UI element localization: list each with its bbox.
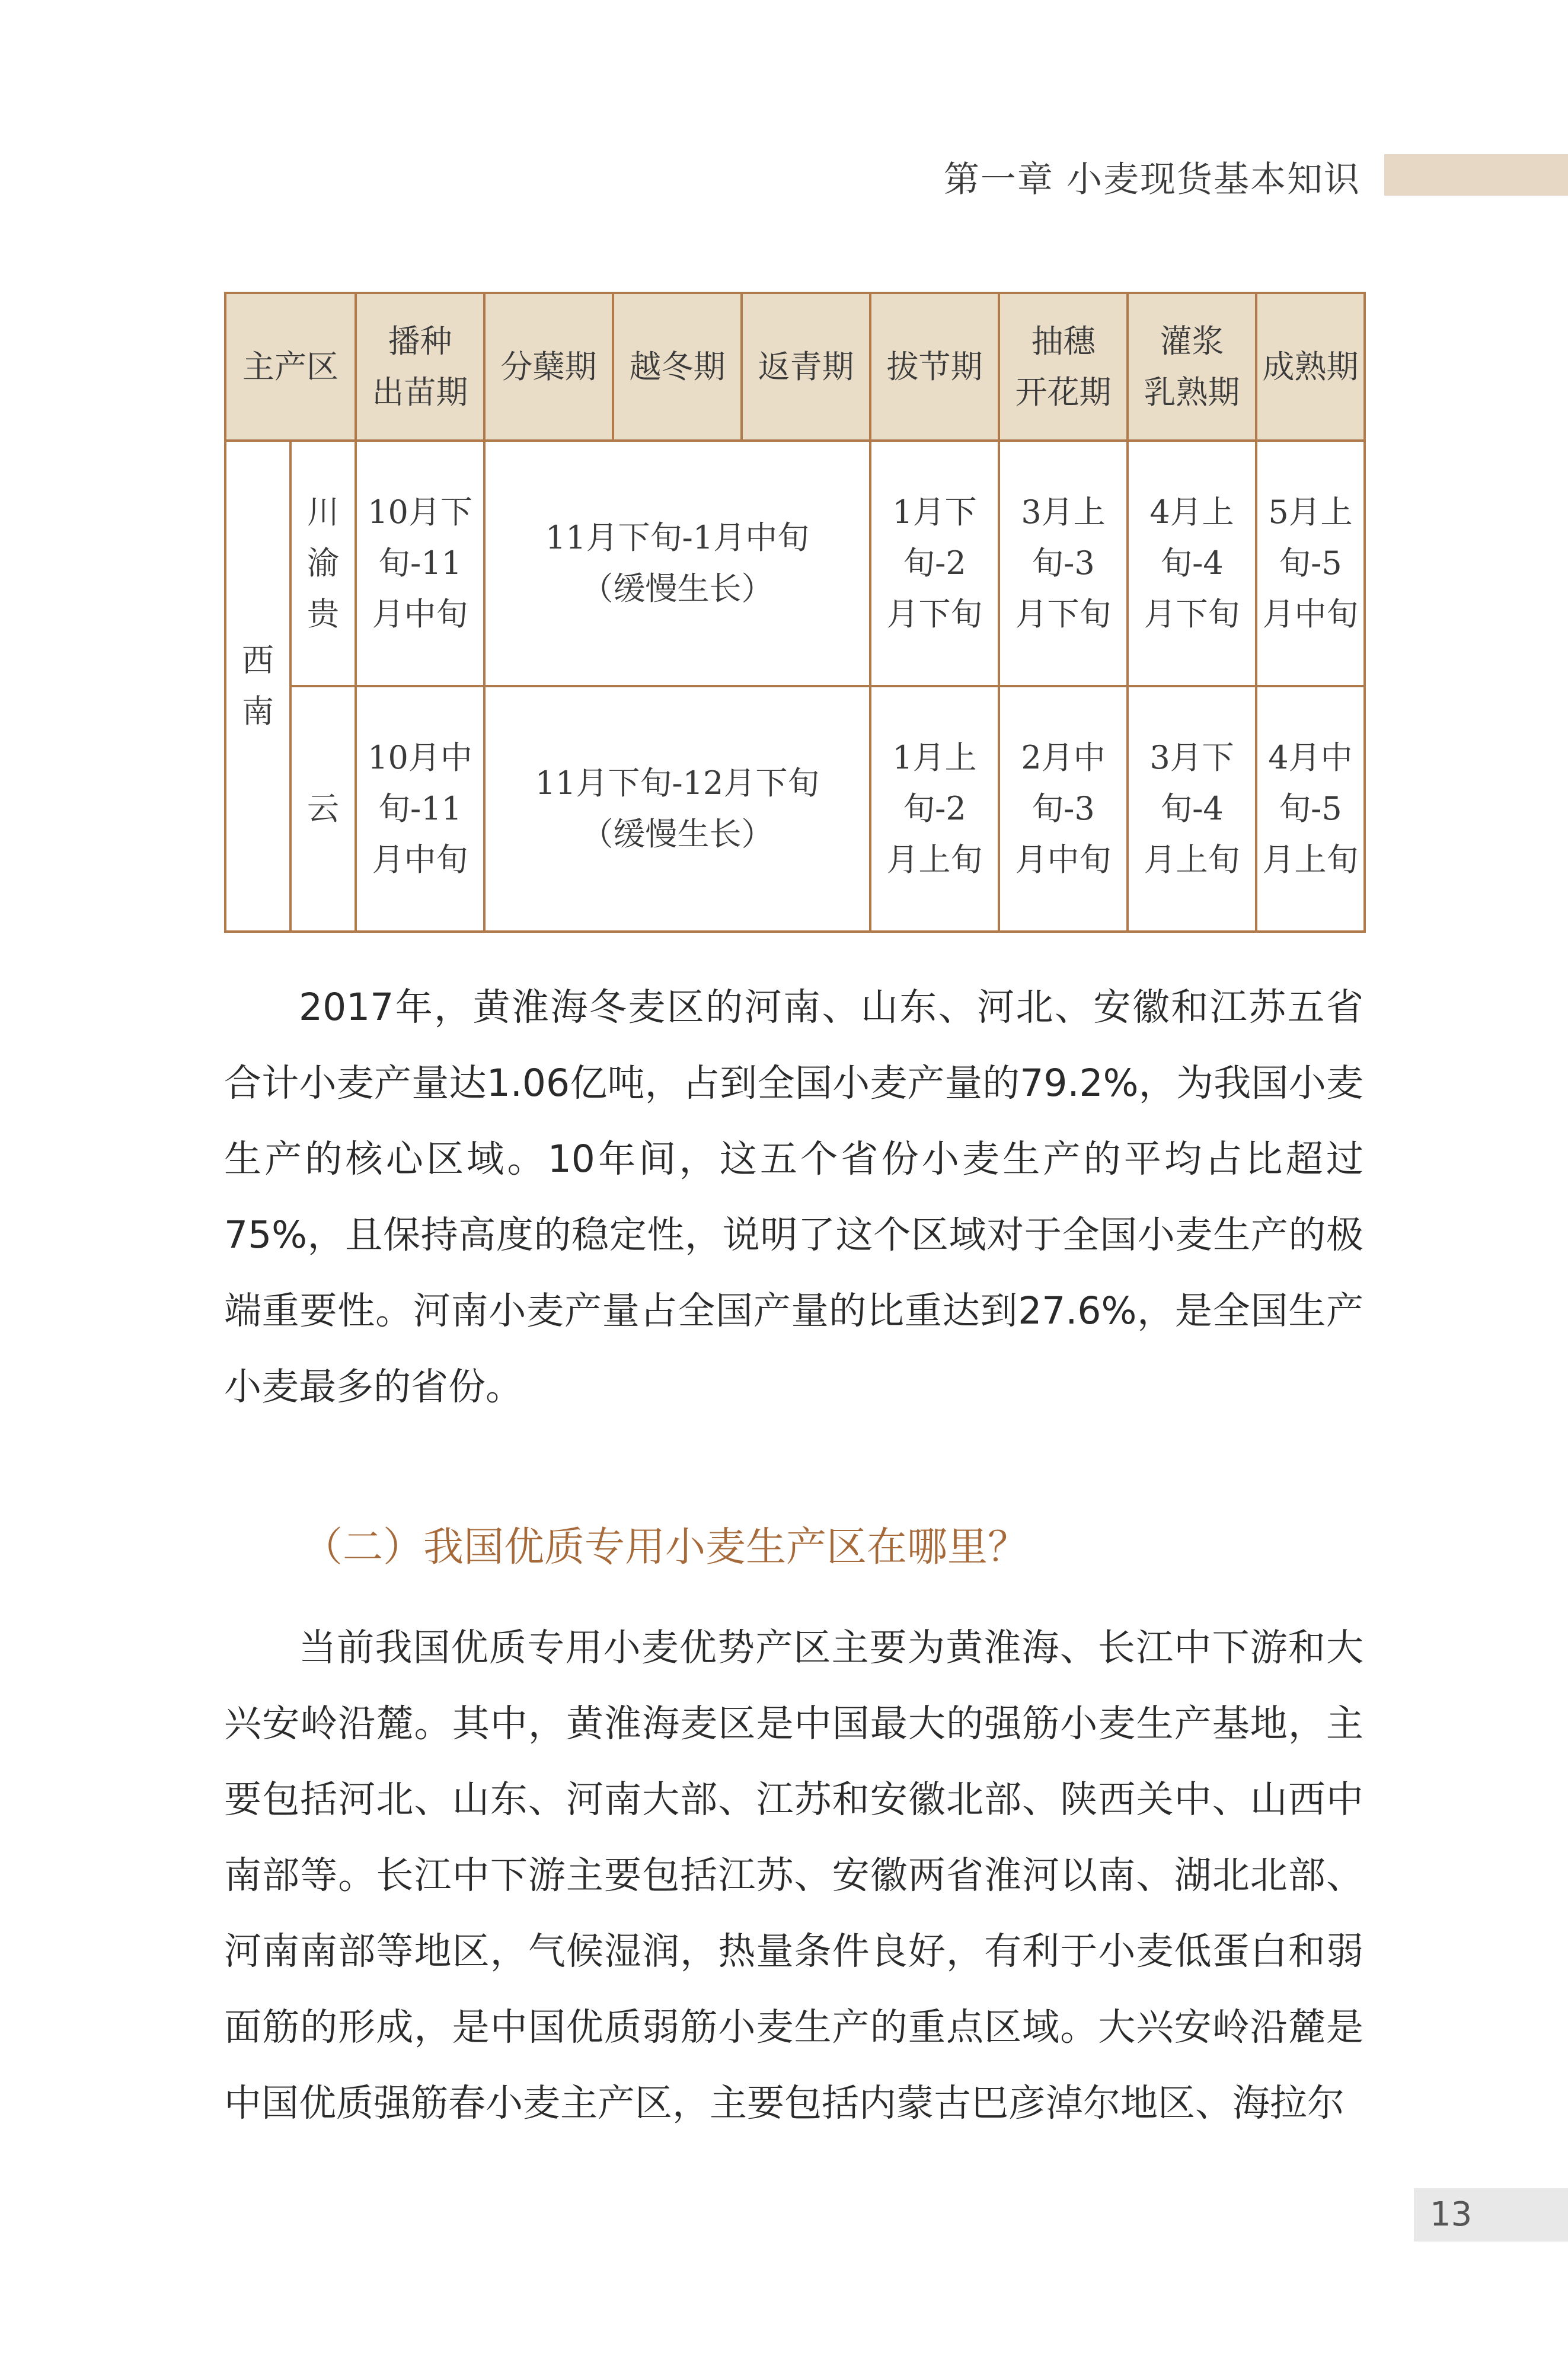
jointing-cell: 1月上 旬-2 月上旬	[870, 686, 999, 932]
sowing-cell: 10月下 旬-11 月中旬	[356, 441, 484, 686]
header-decorative-bar	[1384, 154, 1568, 196]
header-filling: 灌浆 乳熟期	[1128, 293, 1256, 441]
wheat-growth-stage-table	[224, 292, 1366, 933]
header-maturity: 成熟期	[1256, 293, 1365, 441]
page-number: 13	[1430, 2195, 1473, 2234]
region-name: 西 南	[225, 441, 290, 932]
heading-cell: 3月上 旬-3 月下旬	[999, 441, 1128, 686]
subregion-name: 云	[290, 686, 356, 932]
table-row	[225, 686, 1365, 932]
slow-growth-cell: 11月下旬-1月中旬 （缓慢生长）	[484, 441, 870, 686]
slow-growth-cell: 11月下旬-12月下旬 （缓慢生长）	[484, 686, 870, 932]
chapter-title: 第一章 小麦现货基本知识	[943, 159, 1361, 200]
maturity-cell: 5月上 旬-5 月中旬	[1256, 441, 1365, 686]
header-sowing: 播种 出苗期	[356, 293, 484, 441]
header-tillering: 分蘖期	[484, 293, 613, 441]
table-row	[225, 441, 1365, 686]
maturity-cell: 4月中 旬-5 月上旬	[1256, 686, 1365, 932]
header-heading: 抽穗 开花期	[999, 293, 1128, 441]
header-region: 主产区	[225, 293, 356, 441]
header-overwintering: 越冬期	[613, 293, 742, 441]
filling-cell: 3月下 旬-4 月上旬	[1128, 686, 1256, 932]
filling-cell: 4月上 旬-4 月下旬	[1128, 441, 1256, 686]
header-regreening: 返青期	[742, 293, 870, 441]
jointing-cell: 1月下 旬-2 月下旬	[870, 441, 999, 686]
subregion-name: 川 渝 贵	[290, 441, 356, 686]
header-jointing: 拔节期	[870, 293, 999, 441]
body-paragraph-production: 2017年，黄淮海冬麦区的河南、山东、河北、安徽和江苏五省合计小麦产量达1.06亿吨，占到全国小麦产量的79.2%，为我国小麦生产的核心区域。10年间，这五个省份小麦生产的平均占比超过75%，且保持高度的稳定性，说明了这个区域对于全国小麦生产的极端重要性。河南小麦产量占全国产量的比重达到27.6%，是全国生产小麦最多的省份。	[224, 986, 1363, 1408]
heading-cell: 2月中 旬-3 月中旬	[999, 686, 1128, 932]
table-header-row	[225, 293, 1365, 441]
sowing-cell: 10月中 旬-11 月中旬	[356, 686, 484, 932]
body-paragraph-regions: 当前我国优质专用小麦优势产区主要为黄淮海、长江中下游和大兴安岭沿麓。其中，黄淮海麦区是中国最大的强筋小麦生产基地，主要包括河北、山东、河南大部、江苏和安徽北部、陕西关中、山西中南部等。长江中下游主要包括江苏、安徽两省淮河以南、湖北北部、河南南部等地区，气候湿润，热量条件良好，有利于小麦低蛋白和弱面筋的形成，是中国优质弱筋小麦生产的重点区域。大兴安岭沿麓是中国优质强筋春小麦主产区，主要包括内蒙古巴彦淖尔地区、海拉尔	[224, 1626, 1363, 2125]
section-heading: （二）我国优质专用小麦生产区在哪里？	[302, 1524, 1029, 1571]
